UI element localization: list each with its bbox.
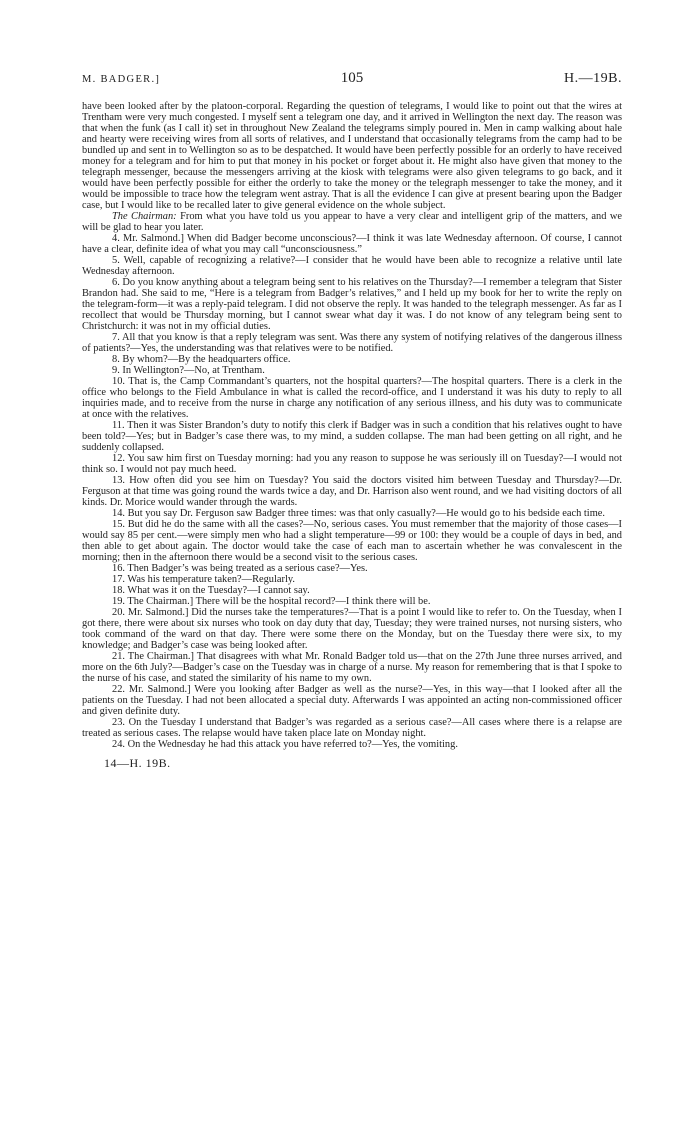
paragraph: 21. The Chairman.] That disagrees with what Mr. Ronald Badger told us—that on the 27th June three nurses arrived, and more on the 6th July?—Badger’s case on the Tuesday was in charge of a nurse. My reason for remembering that is that I spoke to the nurse of his case, and stated the similarity of his name to my own. [82,651,622,684]
document-body [82,101,622,750]
paragraph: 15. But did he do the same with all the cases?—No, serious cases. You must remember that the majority of those cases—I would say 85 per cent.—were simply men who had a slight temperature—99 or 100: they would be a couple of days in bed, and then able to get about again. The doctor would take the case of each man to ascertain whether he was convalescent in the morning; then in the afternoon there would be a second visit to the serious cases. [82,519,622,563]
paragraph: 17. Was his temperature taken?—Regularly. [112,574,295,585]
paragraph: 9. In Wellington?—No, at Trentham. [112,365,265,376]
paragraph: 10. That is, the Camp Commandant’s quarters, not the hospital quarters?—The hospital quarters. There is a clerk in the office who belongs to the Field Ambulance in what is called the record-office, and I understand it was his duty to reply to all inquiries made, and to receive from the nurse in charge any notification of any serious illness, and his duty was to communicate at once with the relatives. [82,376,622,420]
paragraph: 6. Do you know anything about a telegram being sent to his relatives on the Thursday?—I remember a telegram that Sister Brandon had. She said to me, “Here is a telegram from Badger’s relatives,” and I held up my book for her to write the reply on the telegram-form—it was a reply-paid telegram. I did not observe the reply. It was handed to the telegraph messenger. As far as I recollect that would be Thursday morning, but I cannot swear what day it was. I do not know of any telegram being sent to Christchurch: it was not in my official duties. [82,277,622,332]
paragraph: 4. Mr. Salmond.] When did Badger become unconscious?—I think it was late Wednesday afternoon. Of course, I cannot have a clear, definite idea of what you may call “unconsciousness.” [82,233,622,255]
paragraph: 19. The Chairman.] There will be the hospital record?—I think there will be. [112,596,431,607]
page-number: 105 [340,70,364,86]
paragraph: 5. Well, capable of recognizing a relative?—I consider that he would have been able to recognize a relative until late Wednesday afternoon. [82,255,622,277]
paragraph: 11. Then it was Sister Brandon’s duty to notify this clerk if Badger was in such a condition that his relatives ought to have been told?—Yes; but in Badger’s case there was, to my mind, a sudden collapse. The man had been getting on all right, and he suddenly collapsed. [82,420,622,453]
paragraph: The Chairman: From what you have told us you appear to have a very clear and intelligent grip of the matters, and we will be glad to hear you later. [82,211,622,233]
paragraph: 16. Then Badger’s was being treated as a serious case?—Yes. [112,563,368,574]
paragraph: 13. How often did you see him on Tuesday? You said the doctors visited him between Tuesday and Thursday?—Dr. Ferguson at that time was going round the wards twice a day, and Dr. Harrison also went round, and we had visiting doctors of all kinds. Dr. Morice would wander through the wards. [82,475,622,508]
header-witness-name: M. BADGER.] [82,74,161,85]
paragraph: 22. Mr. Salmond.] Were you looking after Badger as well as the nurse?—Yes, in this way—that I looked after all the patients on the Tuesday. I had not been allocated a special duty. Afterwards I was appointed an acting non-commissioned officer and given definite duty. [82,684,622,717]
page-header [82,70,622,87]
signature-mark: 14—H. 19B. [104,756,171,770]
speaker-label: The Chairman: [112,211,177,222]
paragraph: 7. All that you know is that a reply telegram was sent. Was there any system of notifying relatives of the dangerous illness of patients?—Yes, the understanding was that relatives were to be notified. [82,332,622,354]
paragraph: 18. What was it on the Tuesday?—I cannot say. [112,585,310,596]
paragraph: 8. By whom?—By the headquarters office. [112,354,291,365]
paragraph: 24. On the Wednesday he had this attack you have referred to?—Yes, the vomiting. [112,739,458,750]
paragraph: 20. Mr. Salmond.] Did the nurses take the temperatures?—That is a point I would like to refer to. On the Tuesday, when I got there, there were about six nurses who took on day duty that day, Tuesday; they were trained nurses, not nursing sisters, who took command of the ward on that day. There were some there on the Monday, but on the Tuesday there were six, to my knowledge; and Badger’s case was being looked after. [82,607,622,651]
header-paper-reference: H.—19B. [564,71,622,86]
paragraph: 14. But you say Dr. Ferguson saw Badger three times: was that only casually?—He would go to his bedside each time. [112,508,605,519]
paragraph: 23. On the Tuesday I understand that Badger’s was regarded as a serious case?—All cases where there is a relapse are treated as serious cases. The relapse would have taken place late on Monday night. [82,717,622,739]
paragraph: have been looked after by the platoon-corporal. Regarding the question of telegrams, I would like to point out that the wires at Trentham were very much congested. I myself sent a telegram one day, and it arrived in Wellington the next day. The reason was that when the funk (as I call it) set in throughout New Zealand the telegrams simply poured in. Men in camp walking about hale and hearty were receiving wires from all sorts of relatives, and I understand that occasionally telegrams from the camp had to be bundled up and sent in to Wellington so as to be despatched. It would have been perfectly possible for an orderly to have received money for a telegram and for him to put that money in his pocket or forget about it. He might also have given that money to the telegraph messenger, because the messengers arriving at the kiosk with telegrams were also given telegrams to go back, and it would have been perfectly possible for either the orderly to take the money or the telegraph messenger to take the money, and it would be impossible to trace how the telegram went astray. That is all the evidence I can give at present bearing upon the Badger case, but I would like to be recalled later to give general evidence on the whole subject. [82,101,622,211]
paragraph: 12. You saw him first on Tuesday morning: had you any reason to suppose he was seriously ill on Tuesday?—I would not think so. I would not pay much heed. [82,453,622,475]
